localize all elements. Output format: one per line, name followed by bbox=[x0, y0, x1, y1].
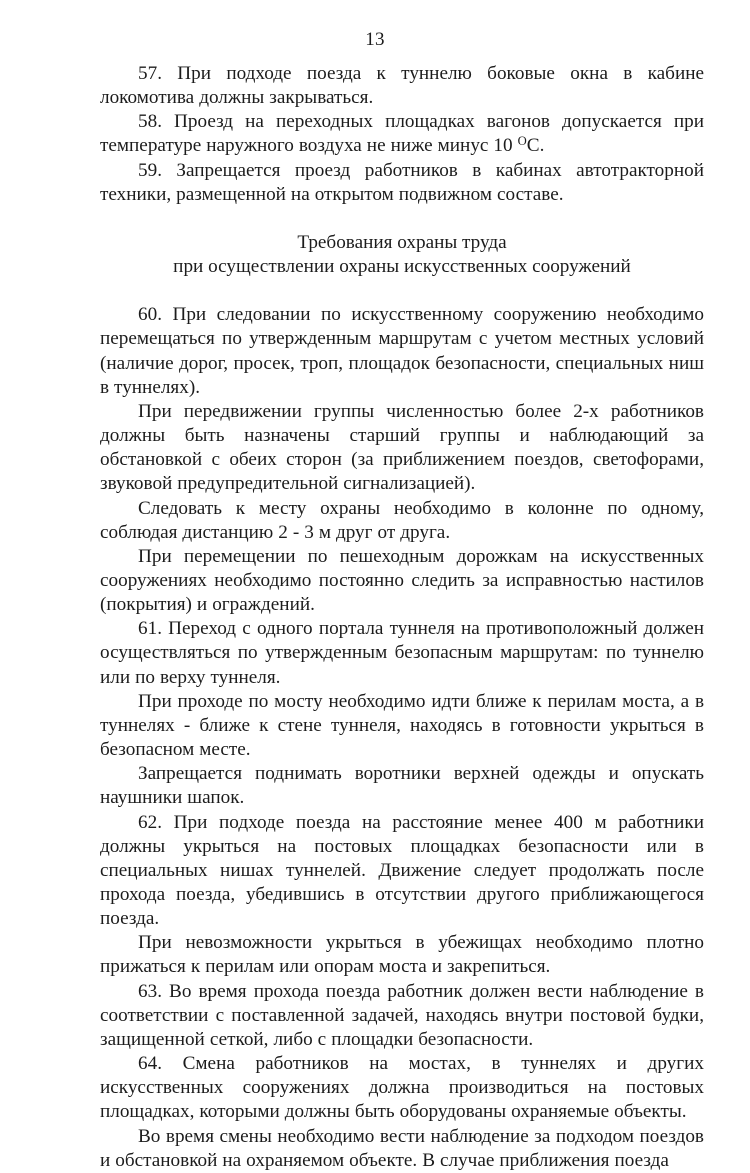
paragraph-61: 61. Переход с одного портала туннеля на противоположный должен осуществляться по утвержденным безопасным маршрутам: по туннелю или по верху туннеля. bbox=[100, 618, 704, 688]
paragraph-58-text-after-degree: С. bbox=[526, 135, 545, 157]
paragraph-57: 57. При подходе поезда к туннелю боковые окна в кабине локомотива должны закрываться. bbox=[100, 63, 704, 109]
paragraph-58 bbox=[100, 110, 704, 158]
paragraph-61a: При проходе по мосту необходимо идти ближе к перилам моста, а в туннелях - ближе к стене туннеля, находясь в готовности укрыться в безопасном месте. bbox=[100, 690, 704, 761]
paragraph-60a: При передвижении группы численностью более 2-х работников должны быть назначены старший группы и наблюдающий за обстановкой с обеих сторон (за приближением поездов, светофорами, звуковой предупредительной сигнализацией). bbox=[100, 400, 704, 495]
paragraph-59: 59. Запрещается проезд работников в кабинах автотракторной техники, размещенной на открытом подвижном составе. bbox=[100, 159, 704, 205]
document-body bbox=[100, 62, 704, 1173]
paragraph-62: 62. При подходе поезда на расстояние менее 400 м работники должны укрыться на постовых площадках безопасности или в специальных нишах туннелей. Движение следует продолжать после прохода поезда, убедившись в отсутствии другого приближающегося поезда. bbox=[100, 811, 704, 930]
degree-symbol: O bbox=[517, 134, 527, 149]
paragraph-60b: Следовать к месту охраны необходимо в колонне по одному, соблюдая дистанцию 2 - 3 м друг от друга. bbox=[100, 497, 704, 543]
paragraph-64a: Во время смены необходимо вести наблюдение за подходом поездов и обстановкой на охраняемом объекте. В случае приближения поезда bbox=[100, 1125, 704, 1171]
paragraph-62a: При невозможности укрыться в убежищах необходимо плотно прижаться к перилам или опорам моста и закрепиться. bbox=[100, 932, 704, 978]
paragraph-60: 60. При следовании по искусственному сооружению необходимо перемещаться по утвержденным маршрутам с учетом местных условий (наличие дорог, просек, троп, площадок безопасности, специальных ниш в туннелях). bbox=[100, 304, 704, 398]
paragraph-58-text-before-degree: 58. Проезд на переходных площадках вагонов допускается при температуре наружного воздуха не ниже минус 10 bbox=[100, 111, 704, 157]
section-heading bbox=[100, 231, 704, 279]
page-number: 13 bbox=[365, 29, 385, 50]
paragraph-64: 64. Смена работников на мостах, в туннелях и других искусственных сооружениях должна производиться на постовых площадках, которыми должны быть оборудованы охраняемые объекты. bbox=[100, 1053, 704, 1123]
paragraph-63: 63. Во время прохода поезда работник должен вести наблюдение в соответствии с поставленной задачей, находясь внутри постовой будки, защищенной сеткой, либо с площадки безопасности. bbox=[100, 980, 704, 1050]
section-heading-line-1: Требования охраны труда bbox=[297, 231, 507, 253]
paragraph-61b: Запрещается поднимать воротники верхней одежды и опускать наушники шапок. bbox=[100, 763, 704, 809]
section-heading-line-2: при осуществлении охраны искусственных сооружений bbox=[173, 256, 631, 278]
paragraph-60c: При перемещении по пешеходным дорожкам на искусственных сооружениях необходимо постоянно следить за исправностью настилов (покрытия) и ограждений. bbox=[100, 545, 704, 616]
